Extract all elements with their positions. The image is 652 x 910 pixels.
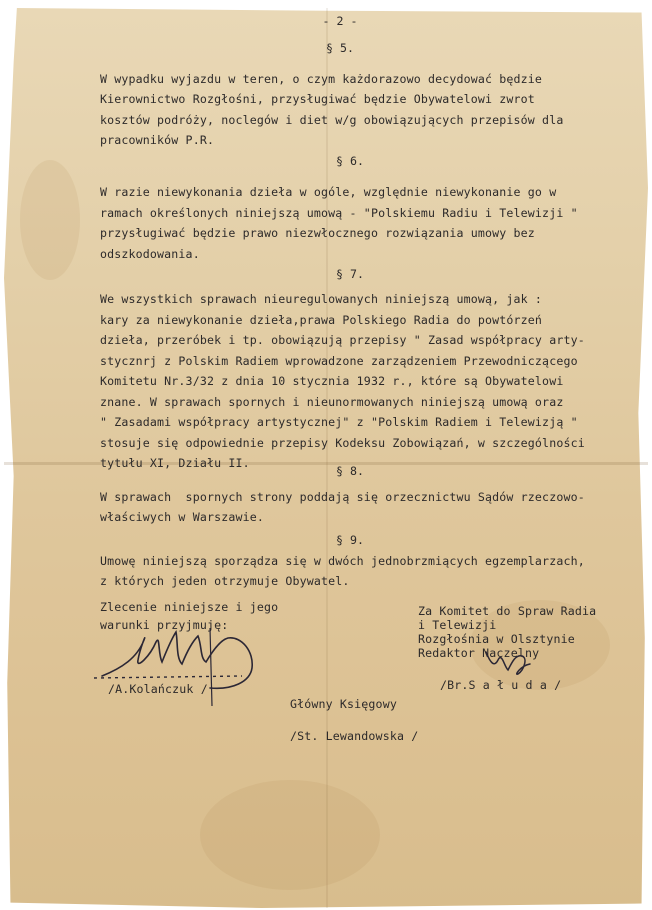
section-9-heading: § 9.	[336, 533, 364, 547]
paper-stain	[200, 780, 380, 890]
section-7-line: " Zasadami współpracy artystycznej" z "Polskim Radiem i Telewizją "	[100, 415, 578, 429]
editor-handwritten-signature	[480, 640, 540, 680]
section-8-line: właściwych w Warszawie.	[100, 510, 264, 524]
contractor-acceptance-line: warunki przyjmuję:	[100, 618, 229, 632]
page-number: - 2 -	[322, 14, 358, 28]
section-5-line: Kierownictwo Rozgłośni, przysługiwać będzie Obywatelowi zwrot	[100, 92, 535, 106]
section-7-line: kary za niewykonanie dzieła,prawa Polskiego Radia do powtórzeń	[100, 313, 543, 327]
section-5-line: pracowników P.R.	[100, 133, 215, 147]
section-7-line: tytułu XI, Działu II.	[100, 456, 250, 470]
section-7-line: znane. W sprawach spornych i nieunormowanych niniejszą umową oraz	[100, 395, 564, 409]
chief-accountant-title: Główny Księgowy	[290, 697, 397, 711]
paper-stain	[20, 160, 80, 280]
section-9-line: Umowę niniejszą sporządza się w dwóch jednobrzmiących egzemplarzach,	[100, 554, 585, 568]
section-6-line: odszkodowania.	[100, 247, 200, 261]
chief-accountant-name: /St. Lewandowska /	[290, 729, 419, 743]
section-6-heading: § 6.	[336, 154, 364, 168]
paper-fold-vertical	[326, 8, 328, 908]
contractor-acceptance-line: Zlecenie niniejsze i jego	[100, 600, 279, 614]
section-7-line: We wszystkich sprawach nieuregulowanych niniejszą umową, jak :	[100, 292, 543, 306]
committee-line: Rozgłośnia w Olsztynie	[418, 632, 575, 646]
section-6-line: ramach określonych niniejszą umową - "Polskiemu Radiu i Telewizji "	[100, 206, 578, 220]
section-5-line: kosztów podróży, noclegów i diet w/g obowiązujących przepisów dla	[100, 113, 564, 127]
section-8-heading: § 8.	[336, 464, 364, 478]
section-9-line: z których jeden otrzymuje Obywatel.	[100, 574, 350, 588]
section-5-heading: § 5.	[326, 41, 354, 55]
section-7-line: stosuje się odpowiednie przepisy Kodeksu Zobowiązań, w szczególności	[100, 436, 585, 450]
section-6-line: przysługiwać będzie prawo niezwłocznego rozwiązania umowy bez	[100, 226, 535, 240]
section-7-line: Komitetu Nr.3/32 z dnia 10 stycznia 1932 r., które są Obywatelowi	[100, 374, 564, 388]
editor-name: /Br.S a ł u d a /	[440, 678, 562, 692]
contractor-name: /A.Kolańczuk /	[108, 682, 208, 696]
section-5-line: W wypadku wyjazdu w teren, o czym każdorazowo decydować będzie	[100, 72, 543, 86]
section-7-line: stycznrj z Polskim Radiem wprowadzone zarządzeniem Przewodniczącego	[100, 354, 578, 368]
section-8-line: W sprawach spornych strony poddają się orzecznictwu Sądów rzeczowo-	[100, 490, 585, 504]
section-7-heading: § 7.	[336, 267, 364, 281]
committee-line: Redaktor Naczelny	[418, 646, 540, 660]
section-7-line: dzieła, przeróbek i tp. obowiązują przepisy " Zasad współpracy arty-	[100, 333, 585, 347]
section-6-line: W razie niewykonania dzieła w ogóle, względnie niewykonanie go w	[100, 185, 557, 199]
committee-line: i Telewizji	[418, 618, 497, 632]
committee-line: Za Komitet do Spraw Radia	[418, 604, 597, 618]
